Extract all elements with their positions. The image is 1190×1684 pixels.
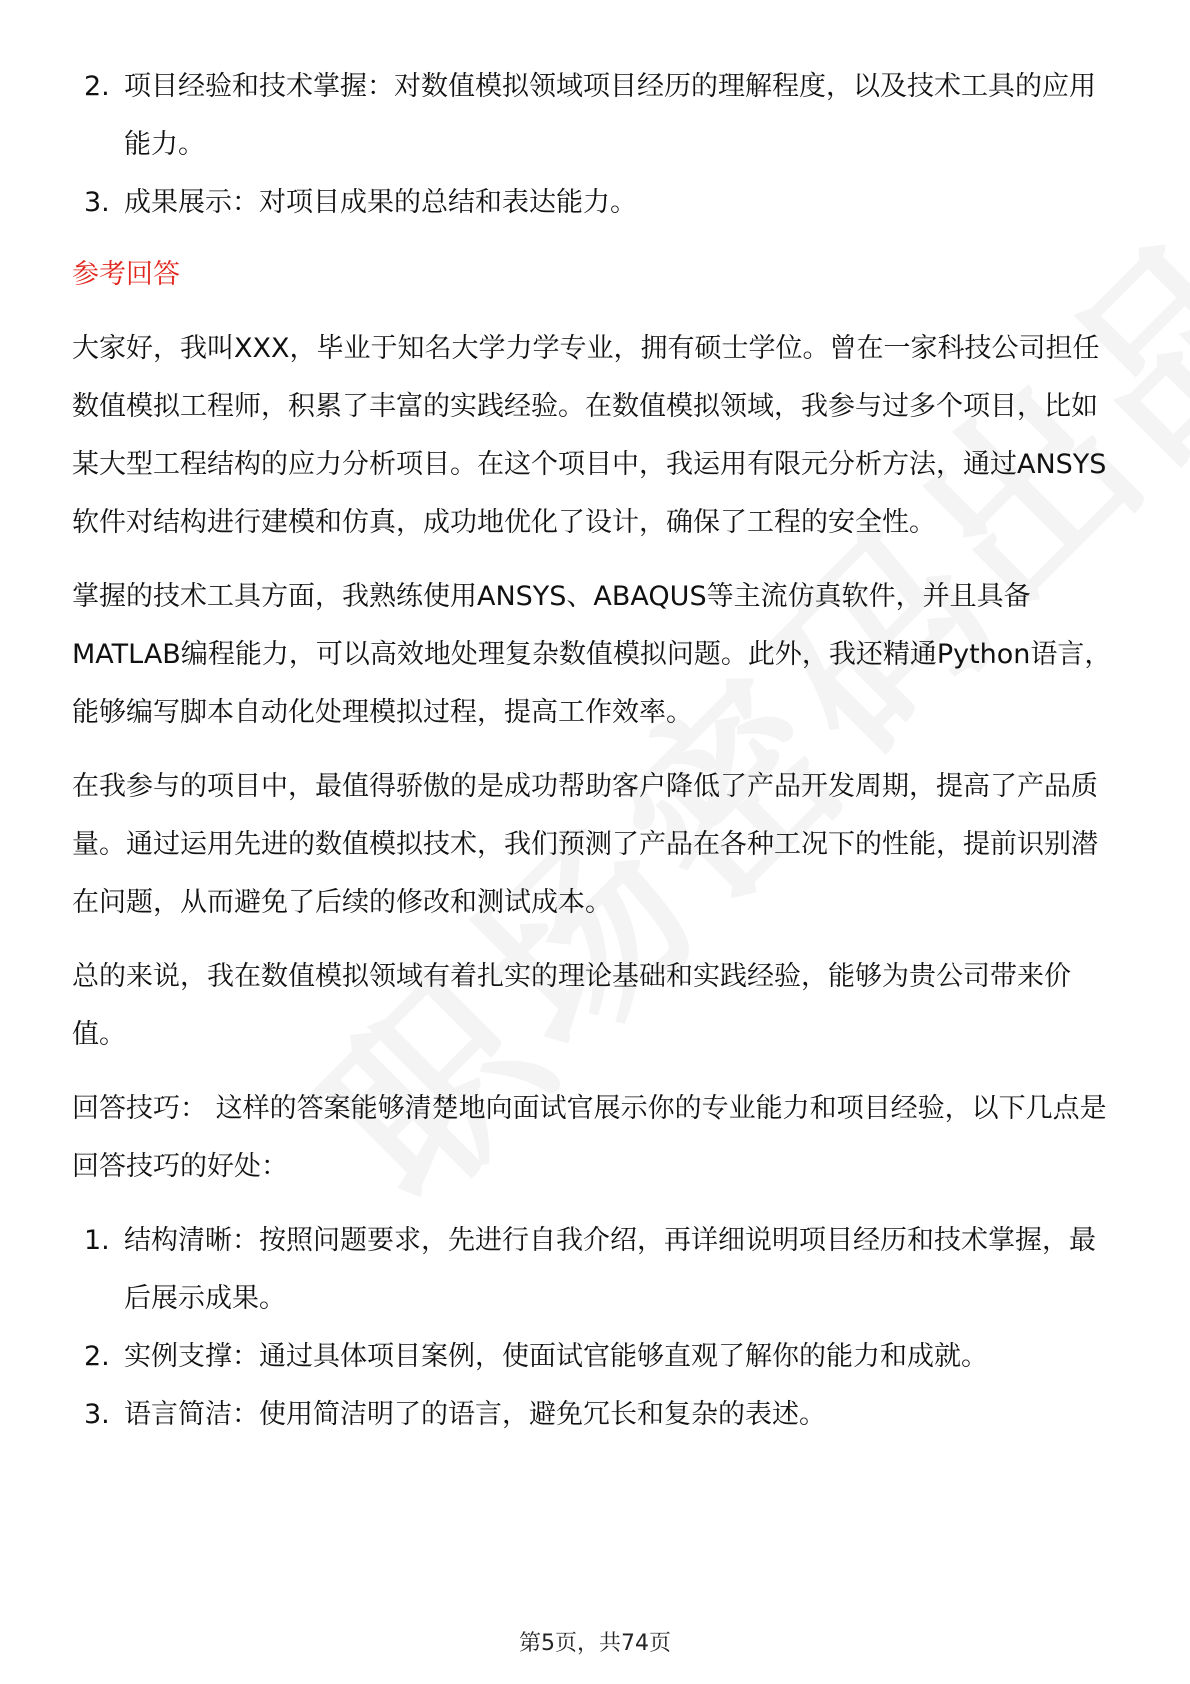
list-text: 结构清晰：按照问题要求，先进行自我介绍，再详细说明项目经历和技术掌握，最后展示成果。 [124,1225,1096,1314]
list-text: 项目经验和技术掌握：对数值模拟领域项目经历的理解程度，以及技术工具的应用能力。 [124,71,1096,160]
list-item [72,58,1122,174]
list-number: 3. [84,187,110,218]
tips-intro: 回答技巧： 这样的答案能够清楚地向面试官展示你的专业能力和项目经验，以下几点是回答技巧的好处： [72,1093,1107,1182]
paragraph: 掌握的技术工具方面，我熟练使用ANSYS、ABAQUS等主流仿真软件，并且具备MATLAB编程能力，可以高效地处理复杂数值模拟问题。此外，我还精通Python语言，能够编写脚本自动化处理模拟过程，提高工作效率。 [72,581,1112,728]
list-item [72,1328,1122,1386]
criteria-list [72,58,1122,232]
page-number: 第5页，共74页 [519,1631,671,1656]
list-item [72,1386,1122,1444]
list-number: 3. [84,1399,110,1430]
list-item [72,174,1122,232]
list-number: 1. [84,1225,110,1256]
paragraph: 大家好，我叫XXX，毕业于知名大学力学专业，拥有硕士学位。曾在一家科技公司担任数值模拟工程师，积累了丰富的实践经验。在数值模拟领域，我参与过多个项目，比如某大型工程结构的应力分析项目。在这个项目中，我运用有限元分析方法，通过ANSYS软件对结构进行建模和仿真，成功地优化了设计，确保了工程的安全性。 [72,333,1107,538]
list-number: 2. [84,71,110,102]
list-text: 实例支撑：通过具体项目案例，使面试官能够直观了解你的能力和成就。 [124,1341,988,1372]
paragraph: 总的来说，我在数值模拟领域有着扎实的理论基础和实践经验，能够为贵公司带来价值。 [72,961,1071,1050]
tips-list [72,1212,1122,1444]
list-item [72,1212,1122,1328]
answer-heading: 参考回答 [72,259,180,290]
list-text: 成果展示：对项目成果的总结和表达能力。 [124,187,637,218]
list-number: 2. [84,1341,110,1372]
paragraph: 在我参与的项目中，最值得骄傲的是成功帮助客户降低了产品开发周期，提高了产品质量。通过运用先进的数值模拟技术，我们预测了产品在各种工况下的性能，提前识别潜在问题，从而避免了后续的修改和测试成本。 [72,771,1098,918]
page-content [72,58,1122,1444]
list-text: 语言简洁：使用简洁明了的语言，避免冗长和复杂的表述。 [124,1399,826,1430]
